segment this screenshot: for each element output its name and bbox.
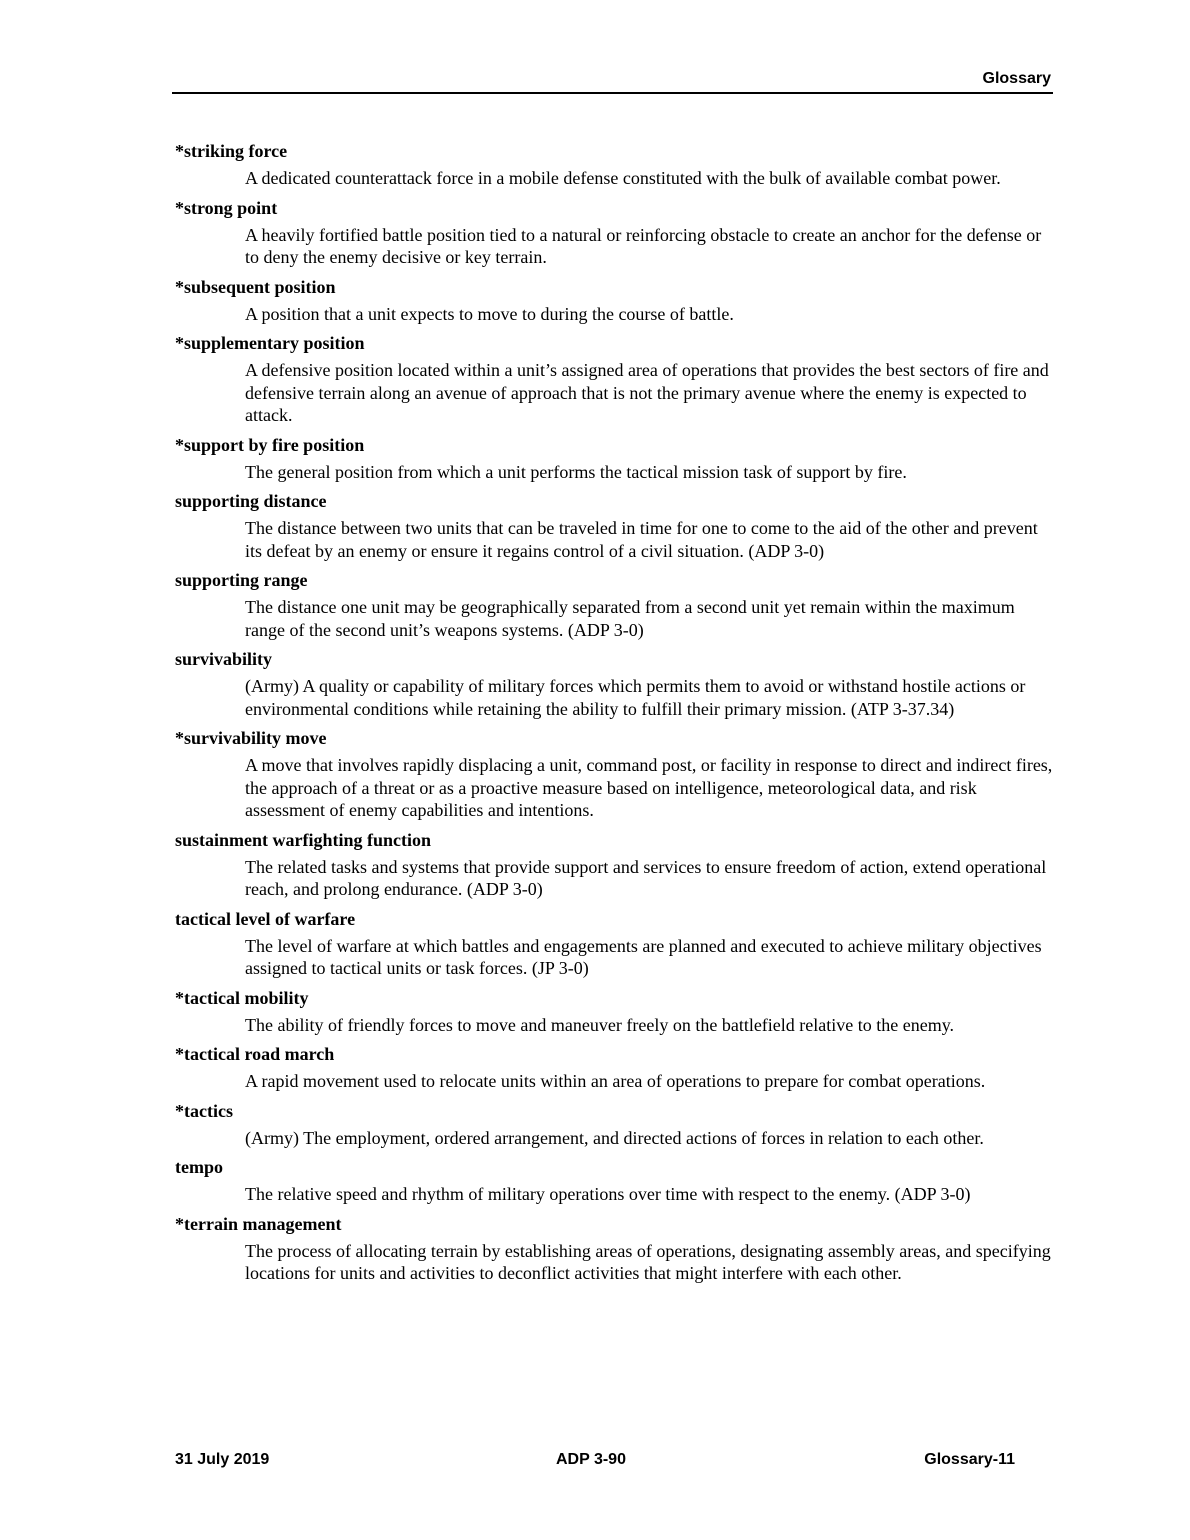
entry-definition: (Army) A quality or capability of military forces which permits them to avoid or withstand hostile actions or environmental conditions while retaining the ability to fulfill their primary mission. (ATP 3-37.34) [245,676,1026,719]
glossary-entry [175,1100,1053,1150]
footer-document-number: ADP 3-90 [556,1451,626,1468]
entry-definition: A defensive position located within a unit’s assigned area of operations that provides the best sectors of fire and defensive terrain along an avenue of approach that is not the primary avenue where the enemy is expected to attack. [245,360,1049,425]
entry-definition: (Army) The employment, ordered arrangement, and directed actions of forces in relation to each other. [245,1127,984,1148]
entry-term: *survivability move [175,728,327,748]
entry-term: *support by fire position [175,434,365,455]
entry-term: *strong point [175,197,278,218]
entry-definition: The process of allocating terrain by establishing areas of operations, designating assembly areas, and specifying locations for units and activities to deconflict activities that might interfere with each other. [245,1240,1051,1283]
glossary-entries [175,140,1053,1292]
entry-term: supporting range [175,570,308,590]
entry-term: *striking force [175,141,288,161]
glossary-entry [175,197,1053,269]
glossary-entry [175,829,1053,901]
glossary-entry [175,727,1053,822]
entry-definition: The distance between two units that can be traveled in time for one to come to the aid of the other and prevent its defeat by an enemy or ensure it regains control of a civil situation. (ADP 3-0) [245,518,1038,561]
glossary-entry [175,987,1053,1037]
entry-definition: A dedicated counterattack force in a mobile defense constituted with the bulk of available combat power. [245,168,1001,188]
page-footer [175,1451,1015,1471]
entry-definition: A rapid movement used to relocate units within an area of operations to prepare for combat operations. [245,1071,986,1091]
entry-definition: A heavily fortified battle position tied to a natural or reinforcing obstacle to create an anchor for the defense or to deny the enemy decisive or key terrain. [245,224,1042,267]
entry-definition: A position that a unit expects to move to during the course of battle. [245,303,734,324]
entry-term: survivability [175,649,273,669]
glossary-entry [175,140,1053,190]
entry-definition: The level of warfare at which battles and engagements are planned and executed to achieve military objectives assigned to tactical units or task forces. (JP 3-0) [245,935,1042,978]
entry-definition: A move that involves rapidly displacing a unit, command post, or facility in response to direct and indirect fires, the approach of a threat or as a proactive measure based on intelligence, meteorological data, and risk assessment of enemy capabilities and intentions. [245,755,1053,820]
page-header [172,68,1053,94]
entry-definition: The ability of friendly forces to move and maneuver freely on the battlefield relative to the enemy. [245,1014,955,1035]
glossary-entry [175,434,1053,484]
entry-term: sustainment warfighting function [175,829,432,850]
header-title: Glossary [982,70,1051,87]
entry-definition: The general position from which a unit performs the tactical mission task of support by fire. [245,461,907,482]
entry-term: *subsequent position [175,276,336,297]
glossary-entry [175,490,1053,562]
glossary-entry [175,648,1053,720]
entry-definition: The relative speed and rhythm of military operations over time with respect to the enemy. (ADP 3-0) [245,1184,971,1204]
entry-term: tempo [175,1157,223,1177]
entry-term: *supplementary position [175,333,365,353]
entry-term: *tactical road march [175,1044,335,1064]
glossary-entry [175,332,1053,427]
footer-date: 31 July 2019 [175,1451,270,1468]
entry-definition: The related tasks and systems that provide support and services to ensure freedom of action, extend operational reach, and prolong endurance. (ADP 3-0) [245,856,1047,899]
entry-term: *tactics [175,1100,233,1121]
glossary-entry [175,1043,1053,1093]
glossary-entry [175,1156,1053,1206]
footer-page-number: Glossary-11 [924,1451,1015,1468]
glossary-entry [175,908,1053,980]
entry-definition: The distance one unit may be geographically separated from a second unit yet remain within the maximum range of the second unit’s weapons systems. (ADP 3-0) [245,597,1015,640]
entry-term: supporting distance [175,491,327,511]
entry-term: *terrain management [175,1213,342,1234]
glossary-entry [175,1213,1053,1285]
glossary-entry [175,276,1053,326]
entry-term: *tactical mobility [175,987,309,1008]
entry-term: tactical level of warfare [175,908,356,929]
glossary-entry [175,569,1053,641]
